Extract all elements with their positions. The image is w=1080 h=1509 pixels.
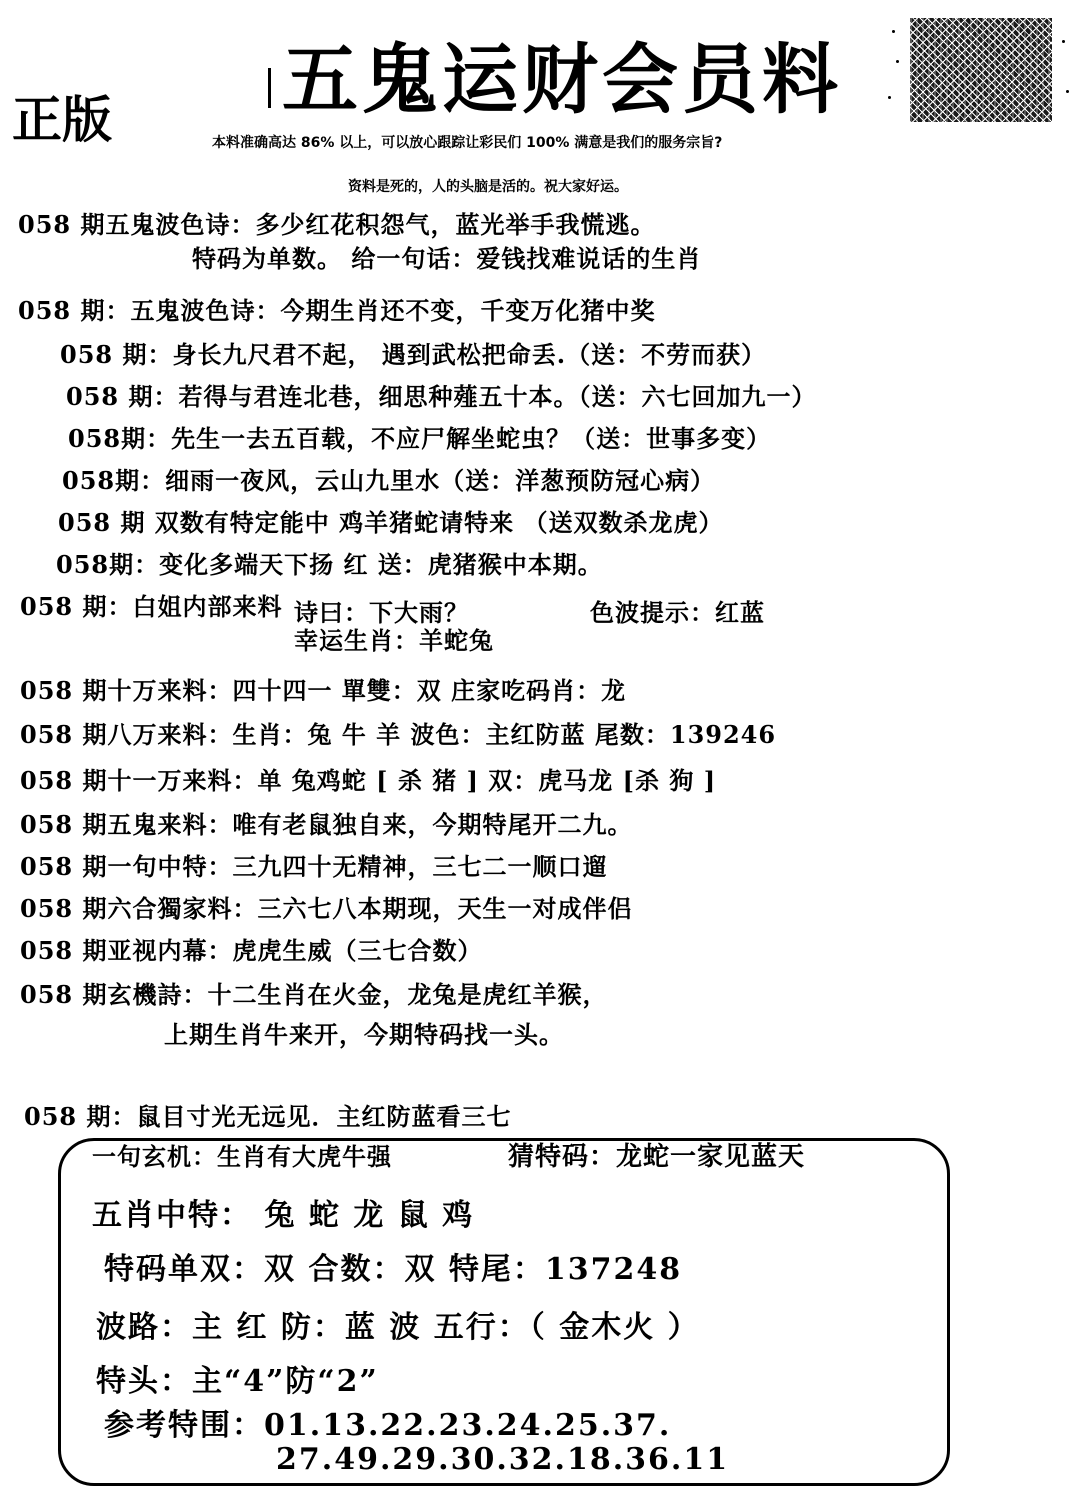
line-liuhe-exclusive: 058 期六合獨家料：三六七八本期现，天生一对成伴侣 [20,894,633,923]
line-baijie-color: 色波提示：红蓝 [590,598,765,627]
line-riddle-3: 058期：先生一去五百载，不应尸解坐蛇虫？（送：世事多变） [68,424,772,453]
noise-dot-icon [1066,90,1069,93]
line-mystic-poem: 058 期玄機詩：十二生肖在火金，龙兔是虎红羊猴， [20,980,608,1009]
line-80k: 058 期八万来料：生肖：兔 牛 羊 波色：主红防蓝 尾数：139246 [20,720,777,749]
line-color-poem: 058 期：五鬼波色诗：今期生肖还不变，千变万化猪中奖 [18,296,656,325]
line-riddle-2: 058 期：若得与君连北巷，细思种薤五十本。（送：六七回加九一） [66,382,817,411]
noise-dot-icon [896,60,899,63]
line-wugui-poem: 058 期五鬼波色诗：多少红花积怨气，蓝光举手我慌逃。 [18,210,656,239]
line-baijie-lucky: 幸运生肖：羊蛇兔 [294,626,494,655]
line-odd-hint: 特码为单数。 给一句话：爱钱找难说话的生肖 [192,244,702,273]
line-atv-insider: 058 期亚视内幕：虎虎生威（三七合数） [20,936,483,965]
title-divider [268,68,271,108]
box-head-number: 特头：主“4”防“2” [96,1364,379,1399]
line-riddle-5: 058 期 双数有特定能中 鸡羊猪蛇请特来 （送双数杀龙虎） [58,508,724,537]
qr-code-icon [910,18,1052,122]
box-reference-range-2: 27.49.29.30.32.18.36.11 [276,1442,730,1477]
noise-dot-icon [892,30,895,33]
noise-dot-icon [1062,40,1065,43]
line-riddle-1: 058 期：身长九尺君不起， 遇到武松把命丢.（送：不劳而获） [60,340,767,369]
box-five-zodiac: 五肖中特： 兔 蛇 龙 鼠 鸡 [92,1198,475,1233]
page-title: 五鬼运财会员料 [282,35,842,124]
line-100k: 058 期十万来料：四十四一 單雙：双 庄家吃码肖：龙 [20,676,627,705]
box-wave-elements: 波路：主 红 防：蓝 波 五行：（ 金木火 ） [96,1310,700,1345]
line-riddle-6: 058期：变化多端天下扬 红 送：虎猪猴中本期。 [56,550,603,579]
line-110k: 058 期十一万来料：单 兔鸡蛇 [ 杀 猪 ] 双：虎马龙 [杀 狗 ] [20,766,717,795]
box-reference-range-1: 参考特围：01.13.22.23.24.25.37. [104,1408,672,1443]
noise-dot-icon [888,96,891,99]
box-odd-even: 特码单双：双 合数：双 特尾：137248 [104,1252,683,1287]
line-baijie-label: 058 期：白姐内部来料 [20,592,283,621]
line-riddle-4: 058期：细雨一夜风，云山九里水（送：洋葱预防冠心病） [62,466,716,495]
line-mystic-poem-2: 上期生肖牛来开，今期特码找一头。 [164,1020,564,1049]
line-mouse-hint: 058 期：鼠目寸光无远见．主红防蓝看三七 [24,1102,512,1131]
line-baijie-poem: 诗曰：下大雨？ [294,598,469,627]
line-one-sentence: 058 期一句中特：三九四十无精神，三七二一顺口遛 [20,852,608,881]
line-wugui-source: 058 期五鬼来料：唯有老鼠独自来，今期特尾开二九。 [20,810,633,839]
subtitle-greeting: 资料是死的，人的头脑是活的。祝大家好运。 [348,179,628,195]
box-mystic-sentence: 一句玄机：生肖有大虎牛强 [92,1142,392,1171]
subtitle-accuracy: 本料准确高达 86% 以上，可以放心跟踪让彩民们 100% 满意是我们的服务宗旨? [212,135,723,151]
box-guess-code: 猜特码：龙蛇一家见蓝天 [508,1142,806,1172]
edition-badge: 正版 [12,90,112,149]
